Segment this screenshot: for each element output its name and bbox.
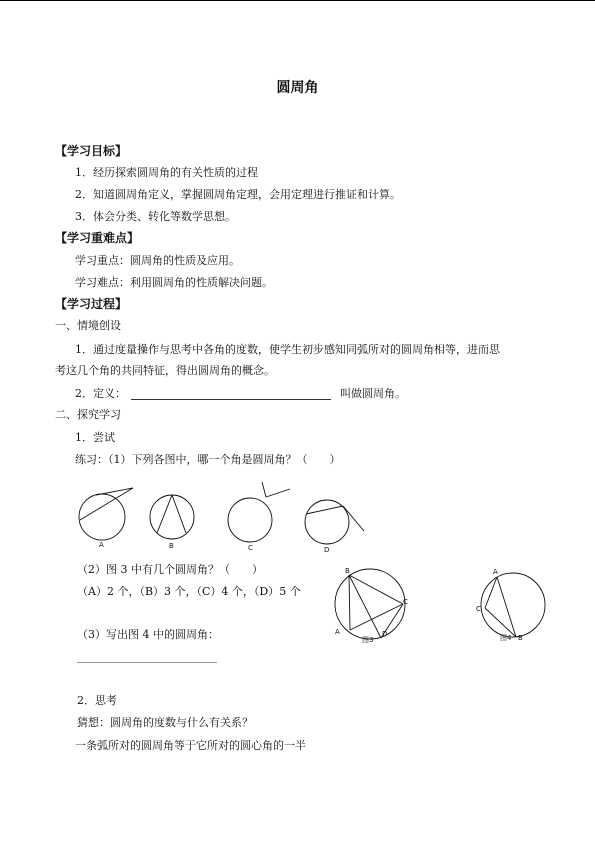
definition-suffix: 叫做圆周角。 [340, 387, 406, 400]
figure-3-point-a: A [335, 628, 340, 636]
keypoints-heading: 【学习重难点】 [55, 231, 140, 245]
guess-question: 猜想：圆周角的度数与什么有关系？ [77, 716, 253, 729]
figure-3-point-c: C [403, 598, 408, 606]
figure-3-caption: 图3 [362, 636, 374, 644]
definition-label: 2．定义： [75, 387, 126, 400]
objective-item-3: 3．体会分类、转化等数学思想。 [75, 210, 236, 223]
keypoint-focus: 学习重点：圆周角的性质及应用。 [75, 254, 240, 267]
objective-item-2: 2．知道圆周角定义，掌握圆周角定理，会用定理进行推证和计算。 [75, 188, 401, 201]
figure-3 [335, 569, 405, 639]
process-heading: 【学习过程】 [55, 297, 128, 311]
figure-a-label: A [99, 541, 104, 549]
figure-3-point-d: D [382, 630, 388, 638]
figure-c-label: C [248, 544, 253, 552]
conclusion: 一条弧所对的圆周角等于它所对的圆心角的一半 [75, 739, 306, 752]
exercise-2: （2）图 3 中有几个圆周角？（ ） [77, 563, 263, 576]
figure-b-label: B [169, 542, 174, 550]
figure-4 [481, 573, 545, 637]
objective-item-1: 1．经历探索圆周角的有关性质的过程 [75, 166, 258, 179]
figure-c [228, 482, 290, 542]
keypoint-difficulty: 学习难点：利用圆周角的性质解决问题。 [75, 276, 273, 289]
figure-4-point-a: A [493, 568, 498, 576]
part2-heading: 二、探究学习 [55, 408, 121, 421]
figure-4-point-c: C [476, 605, 481, 613]
sub2-heading: 2．思考 [77, 694, 117, 707]
sub1-heading: 1．尝试 [75, 431, 115, 444]
figure-a [79, 488, 133, 540]
page-title: 圆周角 [276, 80, 319, 96]
part1-item1-line2: 考这几个角的共同特征，得出圆周角的概念。 [55, 364, 275, 377]
figure-b [150, 495, 194, 539]
figure-4-caption: 图4 [500, 634, 512, 642]
figure-4-point-b: B [518, 634, 523, 642]
figure-d [305, 500, 364, 544]
figure-d-label: D [324, 546, 330, 554]
figure-3-point-b: B [345, 567, 350, 575]
part1-heading: 一、情境创设 [55, 319, 121, 332]
exercise-3: （3）写出图 4 中的圆周角： [77, 628, 219, 641]
part1-item1-line1: 1．通过度量操作与思考中各角的度数，使学生初步感知同弧所对的圆周角相等，进而思 [75, 343, 500, 356]
exercise-1: 练习：（1）下列各图中，哪一个角是圆周角？（ ） [75, 453, 341, 466]
objectives-heading: 【学习目标】 [55, 144, 128, 158]
exercise-2-options: （A）2 个，（B）3 个，（C）4 个，（D）5 个 [77, 585, 301, 598]
